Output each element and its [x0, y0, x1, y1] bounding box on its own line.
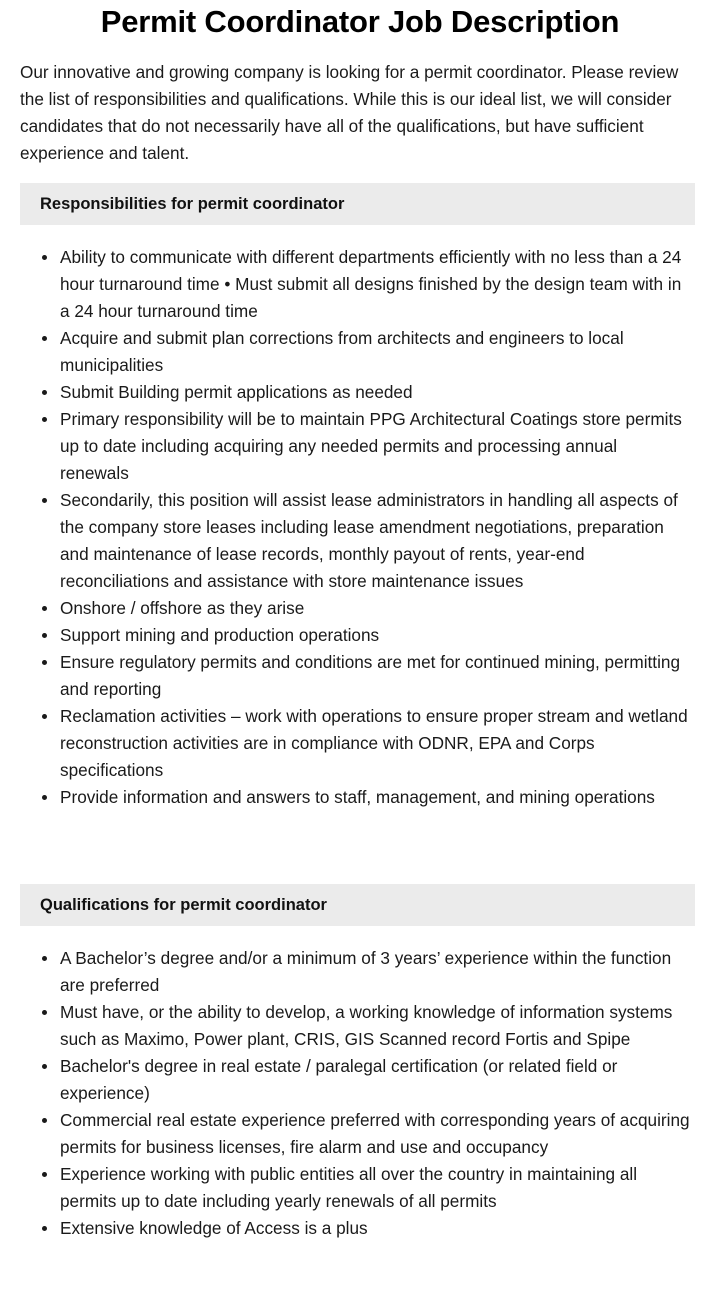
list-item — [60, 244, 690, 325]
list-item-text: Onshore / offshore as they arise — [60, 598, 305, 618]
bullet-icon — [42, 336, 47, 341]
list-item — [60, 999, 690, 1053]
list-item — [60, 1053, 690, 1107]
bullet-icon — [42, 255, 47, 260]
list-item — [60, 325, 690, 379]
page-title: Permit Coordinator Job Description — [100, 4, 620, 39]
list-item-text: Submit Building permit applications as needed — [60, 382, 413, 402]
bullet-icon — [42, 633, 47, 638]
list-item — [60, 1107, 690, 1161]
bullet-icon — [42, 1064, 47, 1069]
list-item — [60, 379, 690, 406]
list-item — [60, 595, 690, 622]
bullet-icon — [42, 1226, 47, 1231]
list-item-text: Extensive knowledge of Access is a plus — [60, 1218, 368, 1238]
bullet-icon — [42, 390, 47, 395]
bullet-icon — [42, 1010, 47, 1015]
responsibilities-list — [20, 244, 690, 811]
bullet-icon — [42, 417, 47, 422]
list-item — [60, 703, 690, 784]
bullet-icon — [42, 714, 47, 719]
list-item-text: Ensure regulatory permits and conditions are met for continued mining, permitting and reporting — [60, 652, 681, 699]
list-item — [60, 622, 690, 649]
list-item-text: Acquire and submit plan corrections from architects and engineers to local municipalities — [60, 328, 624, 375]
bullet-icon — [42, 1172, 47, 1177]
list-item-text: Bachelor's degree in real estate / paralegal certification (or related field or experience) — [60, 1056, 618, 1103]
list-item-text: Provide information and answers to staff, management, and mining operations — [60, 787, 655, 807]
qualifications-heading: Qualifications for permit coordinator — [20, 884, 695, 926]
list-item — [60, 1215, 690, 1242]
bullet-icon — [42, 1118, 47, 1123]
list-item — [60, 649, 690, 703]
list-item-text: Primary responsibility will be to maintain PPG Architectural Coatings store permits up to date including acquiring any needed permits and processing annual renewals — [60, 409, 682, 483]
list-item-text: Ability to communicate with different departments efficiently with no less than a 24 hour turnaround time • Must submit all designs finished by the design team with in a 24 hour turnaround time — [60, 247, 682, 321]
list-item-text: Experience working with public entities all over the country in maintaining all permits up to date including yearly renewals of all permits — [60, 1164, 638, 1211]
list-item — [60, 406, 690, 487]
bullet-icon — [42, 956, 47, 961]
list-item-text: Reclamation activities – work with operations to ensure proper stream and wetland reconstruction activities are in compliance with ODNR, EPA and Corps specifications — [60, 706, 688, 780]
bullet-icon — [42, 795, 47, 800]
list-item-text: A Bachelor’s degree and/or a minimum of 3 years’ experience within the function are preferred — [60, 948, 672, 995]
list-item — [60, 945, 690, 999]
bullet-icon — [42, 606, 47, 611]
bullet-icon — [42, 498, 47, 503]
list-item-text: Must have, or the ability to develop, a working knowledge of information systems such as Maximo, Power plant, CRIS, GIS Scanned record Fortis and Spipe — [60, 1002, 673, 1049]
list-item-text: Support mining and production operations — [60, 625, 380, 645]
list-item — [60, 487, 690, 595]
bullet-icon — [42, 660, 47, 665]
list-item-text: Secondarily, this position will assist lease administrators in handling all aspects of the company store leases including lease amendment negotiations, preparation and maintenance of lease records, monthly payout of rents, year-end reconciliations and assistance with store maintenance issues — [60, 490, 678, 591]
list-item — [60, 784, 690, 811]
list-item — [60, 1161, 690, 1215]
list-item-text: Commercial real estate experience preferred with corresponding years of acquiring permits for business licenses, fire alarm and use and occupancy — [60, 1110, 690, 1157]
responsibilities-heading: Responsibilities for permit coordinator — [20, 183, 695, 225]
intro-paragraph: Our innovative and growing company is looking for a permit coordinator. Please review the list of responsibilities and qualifications. While this is our ideal list, we will consider candidates that do not necessarily have all of the qualifications, but have sufficient experience and talent. — [20, 62, 679, 163]
qualifications-list — [20, 945, 690, 1242]
